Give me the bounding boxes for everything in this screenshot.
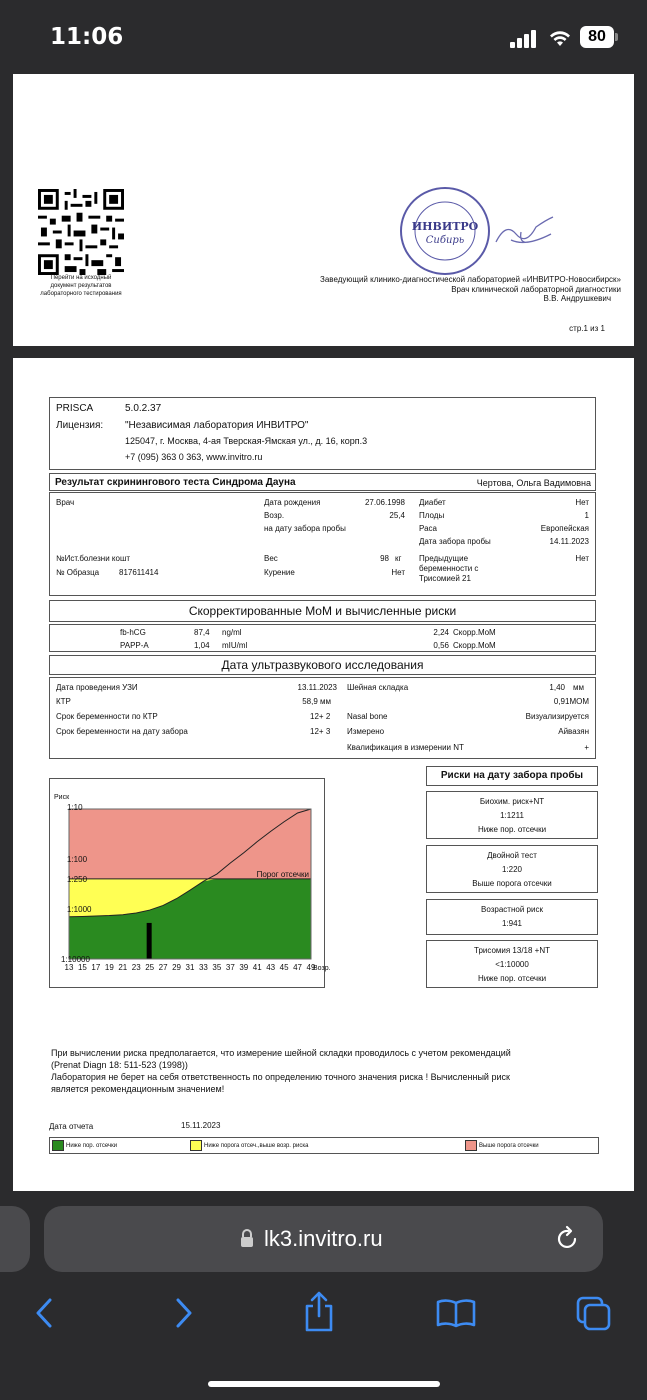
y-axis-label: Риск bbox=[54, 794, 70, 801]
measured-label: Измерено bbox=[347, 727, 385, 736]
risk-chart bbox=[49, 778, 331, 988]
risk-card-name: Биохим. риск+NT bbox=[479, 797, 545, 806]
cellular-signal-icon bbox=[510, 30, 540, 48]
note-line-4: является рекомендационным значением! bbox=[51, 1084, 225, 1094]
qr-code-icon[interactable] bbox=[38, 189, 124, 275]
mom-row-value: 87,4 bbox=[194, 628, 210, 637]
note-line-3: Лаборатория не берет на себя ответственность по определению точного значения риска ! Вычисленный риск bbox=[51, 1072, 510, 1082]
weight-value: 98 bbox=[380, 554, 389, 563]
qual-label: Квалификация в измерении NT bbox=[347, 743, 464, 752]
head-line-2: Врач клинической лабораторной диагностики bbox=[451, 285, 621, 294]
nasal-label: Nasal bone bbox=[347, 712, 388, 721]
note-line-1: При вычислении риска предполагается, что измерение шейной складки проводилось с учетом рекомендаций bbox=[51, 1048, 511, 1058]
legend-swatch-green bbox=[52, 1140, 64, 1151]
risk-card-name: Возрастной риск bbox=[481, 905, 543, 914]
wifi-icon bbox=[548, 28, 572, 48]
fetus-label: Плоды bbox=[419, 511, 445, 520]
sample-label: № Образца bbox=[56, 568, 100, 577]
y-tick-label: 1:250 bbox=[67, 874, 88, 884]
prev-label-3: Трисомией 21 bbox=[419, 574, 471, 583]
report-date-value: 15.11.2023 bbox=[181, 1121, 221, 1130]
risks-title: Риски на дату забора пробы bbox=[426, 766, 598, 786]
url-text[interactable]: lk3.invitro.ru bbox=[264, 1226, 383, 1251]
status-time: 11:06 bbox=[50, 24, 124, 50]
x-tick-label: 15 bbox=[77, 963, 87, 972]
y-tick-label: 1:10 bbox=[67, 803, 83, 812]
weight-unit: кг bbox=[395, 554, 402, 563]
tabs-icon[interactable] bbox=[576, 1296, 612, 1332]
nt-value: 1,40 bbox=[549, 683, 565, 692]
risk-card-value: 1:1211 bbox=[500, 811, 524, 820]
x-tick-label: 45 bbox=[279, 963, 289, 972]
history-label: №Ист.болезни кошт bbox=[56, 554, 131, 563]
note-line-2: (Prenat Diagn 18: 511-523 (1998)) bbox=[51, 1060, 188, 1070]
risk-card-value: <1:10000 bbox=[495, 960, 529, 969]
phone: +7 (095) 363 0 363, www.invitro.ru bbox=[125, 452, 263, 462]
mom-row-unit: ng/ml bbox=[222, 628, 242, 637]
result-title: Результат скринингового теста Синдрома Дауна bbox=[55, 477, 296, 488]
mom-row-unit: mIU/ml bbox=[222, 641, 248, 650]
ktp-value: 58,9 мм bbox=[302, 697, 331, 706]
risk-card-name: Трисомия 13/18 +NT bbox=[474, 946, 550, 955]
nt-unit: мм bbox=[573, 683, 584, 692]
us-title: Дата ультразвукового исследования bbox=[49, 655, 596, 675]
home-indicator[interactable] bbox=[208, 1381, 440, 1387]
x-tick-label: 31 bbox=[185, 963, 195, 972]
doctor-label: Врач bbox=[56, 498, 75, 507]
risk-card-name: Двойной тест bbox=[487, 851, 537, 860]
x-tick-label: 43 bbox=[266, 963, 276, 972]
sample-date-label: Дата забора пробы bbox=[419, 537, 491, 546]
x-tick-label: 49 bbox=[306, 963, 316, 972]
battery-icon: 80 bbox=[580, 26, 614, 48]
x-tick-label: 23 bbox=[131, 963, 141, 972]
cutoff-label: Порог отсечки bbox=[256, 869, 309, 879]
x-tick-label: 13 bbox=[64, 963, 74, 972]
previous-tab-edge[interactable] bbox=[0, 1206, 30, 1272]
lock-icon bbox=[240, 1228, 254, 1248]
smoking-value: Нет bbox=[391, 568, 405, 577]
status-bar bbox=[0, 0, 647, 72]
stamp-seal-icon bbox=[400, 186, 500, 276]
x-tick-label: 27 bbox=[158, 963, 168, 972]
head-line-1: Заведующий клинико-диагностической лабораторией «ИНВИТРО-Новосибирск» bbox=[320, 275, 621, 284]
legend-label: Ниже пор. отсечки bbox=[66, 1143, 118, 1149]
age-label-2: на дату забора пробы bbox=[264, 524, 346, 533]
risk-card-age bbox=[426, 899, 598, 935]
mom-title: Скорректированные MoM и вычисленные риски bbox=[49, 600, 596, 622]
sample-value: 817611414 bbox=[119, 568, 159, 577]
prev-label-1: Предыдущие bbox=[419, 554, 469, 563]
legend-swatch-pink bbox=[465, 1140, 477, 1151]
x-tick-label: 21 bbox=[118, 963, 128, 972]
fetus-value: 1 bbox=[584, 511, 589, 520]
risk-card-trisomy bbox=[426, 940, 598, 988]
mom-row-name: PAPP-A bbox=[120, 641, 149, 650]
nt-mom: 0,91МОМ bbox=[553, 697, 589, 706]
license-label: Лицензия: bbox=[56, 420, 104, 431]
measured-value: Айвазян bbox=[558, 727, 589, 736]
address: 125047, г. Москва, 4-ая Тверская-Ямская ул., д. 16, корп.3 bbox=[125, 436, 368, 446]
patient-marker bbox=[147, 923, 152, 959]
y-tick-label: 1:1000 bbox=[67, 905, 92, 914]
age-value: 25,4 bbox=[389, 511, 405, 520]
svg-text:ИНВИТРО: ИНВИТРО bbox=[411, 220, 479, 233]
x-tick-label: 33 bbox=[198, 963, 208, 972]
head-line-3: В.В. Андрушкевич bbox=[543, 294, 611, 303]
risk-card-biochem bbox=[426, 791, 598, 839]
term-ktp-days: 2 bbox=[325, 712, 331, 721]
risk-chart-svg bbox=[50, 779, 331, 987]
signature-icon bbox=[491, 212, 561, 252]
birth-label: Дата рождения bbox=[264, 498, 321, 507]
qual-value: + bbox=[584, 743, 589, 752]
risk-card-value: 1:941 bbox=[501, 919, 523, 928]
birth-value: 27.06.1998 bbox=[364, 498, 405, 507]
risk-card-note: Ниже пор. отсечки bbox=[477, 825, 547, 834]
race-value: Европейская bbox=[540, 524, 589, 533]
us-date-value: 13.11.2023 bbox=[297, 683, 337, 692]
legend-label: Выше порога отсечки bbox=[479, 1143, 539, 1149]
mom-row-name: fb-hCG bbox=[120, 628, 146, 637]
share-icon[interactable] bbox=[303, 1290, 335, 1332]
bookmarks-book-icon[interactable] bbox=[436, 1298, 476, 1328]
license-name: "Независимая лаборатория ИНВИТРО" bbox=[125, 420, 309, 431]
high-risk-band bbox=[69, 809, 311, 879]
document-page-1 bbox=[13, 74, 634, 346]
risk-card-note: Ниже пор. отсечки bbox=[477, 974, 547, 983]
risk-card-value: 1:220 bbox=[501, 865, 523, 874]
document-page-2: PRISCA 5.0.2.37 Лицензия: "Независимая лаборатория ИНВИТРО" 125047, г. Москва, 4-ая Тверская-Ямская ул., д. 16, корп.3 +7 (095) 363 0 363, www.invitro.ru Результат скринингового теста Синдрома Дауна Чертова, Ольга Вадимовна Врач Дата рождения 27.06.1998 Возр. 25,4 на дату забора пробы Диабет Нет Плоды 1 Раса Европейская Дата забора пробы 14.11.2023 №Ист.болезни кошт № Образца 817611414 Вес 98 кг Курение Нет Предыдущие беременности с Трисомией 21 Нет Скорректированные MoM и вычисленные риски fb-hCG 87,4 ng/ml 2,24 Скорр.MoM PAPP-A 1,04 mIU/ml 0,56 Скорр.MoM Дата ультразвукового исследования Дата проведения УЗИ 13.11.2023 КТР 58,9 мм Срок беременности по КТР 12+ 2 Срок беременности на дату забора 12+ 3 Шейная складка 1,40 мм 0,91МОМ Nasal bone Визуализируется Измерено Айвазян Квалификация в измерении NT + Порог отсечки Риск 1:10 1:100 1:250 1:1000 1:10000 13 15 17 19 21 23 25 27 29 31 33 35 37 39 41 43 45 47 49 Возр. Риски на дату забора пробы Биохим. риск+NT 1:1211 Ниже пор. отсечки Двойной тест 1:220 Выше порога отсечки Возрастной риск 1:941 Трисомия 13/18 +NT <1:10000 Ниже пор. отсечки При вычислении риска предполагается, что измерение шейной складки проводилось с учетом рекомендаций (Prenat Diagn 18: 511-523 (1998)) Лаборатория не берет на себя ответственность по определению точного значения риска ! Вычисленный риск является рекомендационным значением! Дата отчета 15.11.2023 Ниже пор. отсечки Ниже порога отсеч.,выше возр. риска Выше порога отсечки bbox=[13, 358, 634, 1191]
x-tick-label: 35 bbox=[212, 963, 222, 972]
prev-value: Нет bbox=[575, 554, 589, 563]
legend bbox=[49, 1137, 599, 1154]
y-tick-label: 1:10000 bbox=[61, 955, 90, 964]
x-tick-label: 41 bbox=[252, 963, 262, 972]
report-date-label: Дата отчета bbox=[49, 1122, 94, 1131]
mom-row-mom: 2,24 bbox=[433, 628, 449, 637]
patient-name: Чертова, Ольга Вадимовна bbox=[476, 478, 591, 488]
weight-label: Вес bbox=[264, 554, 278, 563]
mom-row-mom: 0,56 bbox=[433, 641, 449, 650]
x-tick-label: 25 bbox=[145, 963, 155, 972]
forward-chevron-icon[interactable] bbox=[173, 1297, 195, 1329]
prisca-version: 5.0.2.37 bbox=[125, 403, 162, 414]
nt-label: Шейная складка bbox=[347, 683, 409, 692]
term-ktp-label: Срок беременности по КТР bbox=[56, 712, 158, 721]
back-chevron-icon[interactable] bbox=[33, 1297, 55, 1329]
mom-row-mom-label: Скорр.MoM bbox=[453, 641, 496, 650]
prev-label-2: беременности с bbox=[419, 564, 479, 573]
prisca-name: PRISCA bbox=[56, 403, 94, 414]
x-tick-label: 29 bbox=[172, 963, 182, 972]
legend-label: Ниже порога отсеч.,выше возр. риска bbox=[204, 1143, 309, 1149]
mom-row-value: 1,04 bbox=[194, 641, 210, 650]
risk-card-double bbox=[426, 845, 598, 893]
age-label: Возр. bbox=[264, 511, 285, 520]
x-tick-label: 47 bbox=[293, 963, 303, 972]
race-label: Раса bbox=[419, 524, 437, 533]
x-tick-label: 17 bbox=[91, 963, 101, 972]
nasal-value: Визуализируется bbox=[525, 712, 589, 721]
term-ktp-weeks: 12 bbox=[310, 712, 319, 721]
x-tick-label: 19 bbox=[104, 963, 114, 972]
x-tick-label: 39 bbox=[239, 963, 249, 972]
diabetes-value: Нет bbox=[575, 498, 589, 507]
smoking-label: Курение bbox=[264, 568, 295, 577]
ktp-label: КТР bbox=[56, 697, 71, 706]
legend-swatch-yellow bbox=[190, 1140, 202, 1151]
svg-text:Сибирь: Сибирь bbox=[425, 235, 465, 246]
y-tick-label: 1:100 bbox=[67, 855, 88, 864]
risk-card-note: Выше порога отсечки bbox=[472, 879, 552, 888]
x-tick-label: 37 bbox=[225, 963, 235, 972]
term-sample-days: 3 bbox=[325, 727, 331, 736]
us-date-label: Дата проведения УЗИ bbox=[56, 683, 138, 692]
term-sample-weeks: 12 bbox=[310, 727, 319, 736]
qr-caption: Перейти на исходный документ результатов лабораторного тестирования bbox=[40, 275, 122, 297]
diabetes-label: Диабет bbox=[419, 498, 446, 507]
sample-date-value: 14.11.2023 bbox=[549, 537, 589, 546]
battery-cap bbox=[615, 33, 618, 41]
mom-row-mom-label: Скорр.MoM bbox=[453, 628, 496, 637]
page-number: стр.1 из 1 bbox=[569, 324, 605, 333]
term-sample-label: Срок беременности на дату забора bbox=[56, 727, 188, 736]
reload-icon[interactable] bbox=[555, 1225, 581, 1253]
x-axis-label: Возр. bbox=[313, 965, 331, 972]
